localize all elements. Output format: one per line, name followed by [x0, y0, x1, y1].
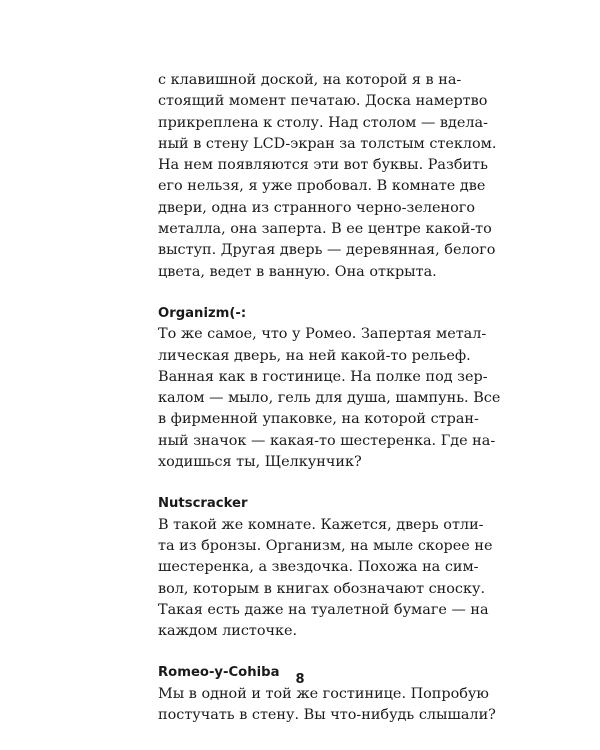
text-line: В такой же комнате. Кажется, дверь отли- — [158, 516, 484, 533]
text-line: металла, она заперта. В ее центре какой-то — [158, 221, 492, 238]
text-line: ный значок — какая-то шестеренка. Где на- — [158, 432, 496, 449]
block-gap — [158, 283, 458, 303]
text-line: цвета, ведет в ванную. Она открыта. — [158, 263, 437, 280]
text-line: двери, одна из странного черно-зеленого — [158, 199, 475, 216]
text-line: выступ. Другая дверь — деревянная, белого — [158, 242, 496, 259]
text-line: То же самое, что у Ромео. Запертая метал- — [158, 326, 487, 343]
block-gap — [158, 642, 458, 662]
text-line: лическая дверь, на ней какой-то рельеф. — [158, 347, 471, 364]
text-line: в фирменной упаковке, на которой стран- — [158, 411, 479, 428]
text-line: прикреплена к столу. Над столом — вдела- — [158, 114, 488, 131]
page-text — [158, 70, 501, 726]
text-line: его нельзя, я уже пробовал. В комнате две — [158, 178, 486, 195]
text-line: ный в стену LCD-экран за толстым стеклом. — [158, 135, 497, 152]
text-line: ходишься ты, Щелкунчик? — [158, 454, 362, 471]
text-line: Ванная как в гостинице. На полке под зер- — [158, 368, 488, 385]
block-gap — [158, 473, 458, 493]
text-line: вол, которым в книгах обозначают сноску. — [158, 580, 486, 597]
speaker-name: Romeo-y-Cohiba — [158, 665, 280, 681]
text-line: с клавишной доской, на которой я в на- — [158, 72, 462, 88]
text-line: стоящий момент печатаю. Доска намертво — [158, 93, 488, 110]
text-line: каждом листочке. — [158, 623, 298, 640]
speaker-name: Organizm(-: — [158, 305, 247, 321]
text-line: Мы в одной и той же гостинице. Попробую — [158, 685, 489, 702]
text-line: Такая есть даже на туалетной бумаге — на — [158, 601, 489, 618]
text-line: та из бронзы. Организм, на мыле скорее не — [158, 537, 493, 554]
text-line: На нем появляются эти вот буквы. Разбить — [158, 157, 488, 174]
text-line: шестеренка, а звездочка. Похожа на сим- — [158, 559, 479, 576]
text-line: постучать в стену. Вы что-нибудь слышали? — [158, 707, 496, 724]
speaker-name: Nutscracker — [158, 496, 248, 512]
page-number: 8 — [295, 672, 305, 687]
text-line: калом — мыло, гель для душа, шампунь. Все — [158, 390, 501, 407]
